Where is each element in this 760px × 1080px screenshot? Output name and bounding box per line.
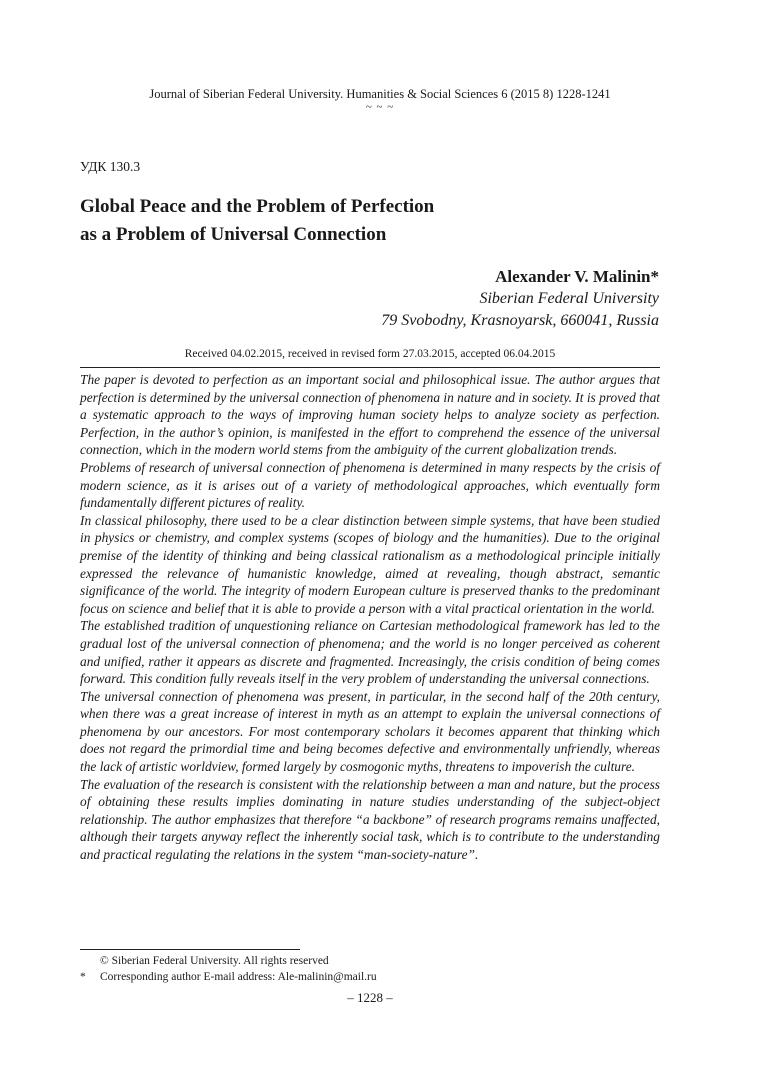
abstract-paragraph: In classical philosophy, there used to be a clear distinction between simple systems, that have been studied in physics or chemistry, and complex systems (scopes of biology and the humanities). Due to the original premise of the identity of thinking and being classical rationalism as a methodological principle initially expressed the relevance of humanistic knowledge, aimed at revealing, though abstract, semantic significance of the world. The integrity of modern European culture is preserved thanks to the predominant focus on science and belief that it is able to provide a person with a vital practical orientation in the world. bbox=[80, 512, 660, 616]
footnotes bbox=[80, 953, 377, 985]
paper-title-line-2: as a Problem of Universal Connection bbox=[80, 224, 387, 245]
abstract-paragraph: The paper is devoted to perfection as an important social and philosophical issue. The author argues that perfection is determined by the universal connection of phenomena in nature and in society. It is proved that a systematic approach to the ways of improving human society helps to analyze society as perfection. Perfection, in the author’s opinion, is manifested in the effort to comprehend the essence of the universal connection, which in the modern world stems from the ambiguity of the current globalization trends. bbox=[80, 372, 660, 458]
abstract-paragraph: Problems of research of universal connection of phenomena is determined in many respects by the crisis of modern science, as it is arises out of a variety of methodological approaches, which eventually form fundamentally different pictures of reality. bbox=[80, 459, 660, 511]
footnote-divider bbox=[80, 949, 300, 950]
received-dates: Received 04.02.2015, received in revised form 27.03.2015, accepted 06.04.2015 bbox=[184, 348, 556, 360]
journal-header: Journal of Siberian Federal University. Humanities & Social Sciences 6 (2015 8) 1228-1241 bbox=[149, 87, 611, 101]
footnote-copyright bbox=[80, 953, 377, 969]
page-number: – 1228 – bbox=[347, 990, 393, 1005]
abstract-paragraph: The established tradition of unquestioning reliance on Cartesian methodological framework has led to the gradual lost of the universal connection of phenomena; and the world is no longer perceived as coherent and unified, rather it appears as discrete and fragmented. Increasingly, the crisis condition of being comes forward. This condition fully reveals itself in the very problem of understanding the universal connections. bbox=[80, 618, 660, 687]
abstract-paragraph: The evaluation of the research is consistent with the relationship between a man and nature, but the process of obtaining these results implies dominating in nature studies understanding of the subject-object relationship. The author emphasizes that therefore “a backbone” of research programs remains unaffected, although their targets anyway reflect the inherently social task, which is to contribute to the understanding and practical regulating the relations in the system “man-society-nature”. bbox=[80, 776, 660, 863]
copyright-text: © Siberian Federal University. All rights reserved bbox=[100, 955, 329, 967]
paper-title-line-1: Global Peace and the Problem of Perfection bbox=[80, 196, 435, 217]
paper-title bbox=[80, 193, 680, 249]
author-block bbox=[381, 266, 659, 332]
corresponding-author-text: Corresponding author E-mail address: Ale-malinin@mail.ru bbox=[100, 971, 377, 983]
abstract bbox=[80, 371, 660, 864]
footnote-asterisk: * bbox=[80, 971, 86, 983]
author-name: Alexander V. Malinin* bbox=[495, 267, 659, 286]
author-affiliation: Siberian Federal University bbox=[479, 290, 659, 307]
footnote-corresponding bbox=[80, 969, 377, 985]
abstract-paragraph: The universal connection of phenomena was present, in particular, in the second half of the 20th century, when there was a great increase of interest in myth as an attempt to explain the universal connections of phenomena by our ancestors. For most contemporary scholars it becomes apparent that thinking which does not regard the primordial time and being becomes defective and environmentally unfriendly, whereas the lack of artistic worldview, formed largely by cosmogonic myths, threatens to impoverish the culture. bbox=[80, 688, 660, 775]
author-address: 79 Svobodny, Krasnoyarsk, 660041, Russia bbox=[381, 312, 659, 329]
abstract-divider bbox=[80, 367, 660, 368]
udk-code: УДК 130.3 bbox=[80, 159, 141, 174]
header-ornament: ~ ~ ~ bbox=[365, 101, 395, 113]
